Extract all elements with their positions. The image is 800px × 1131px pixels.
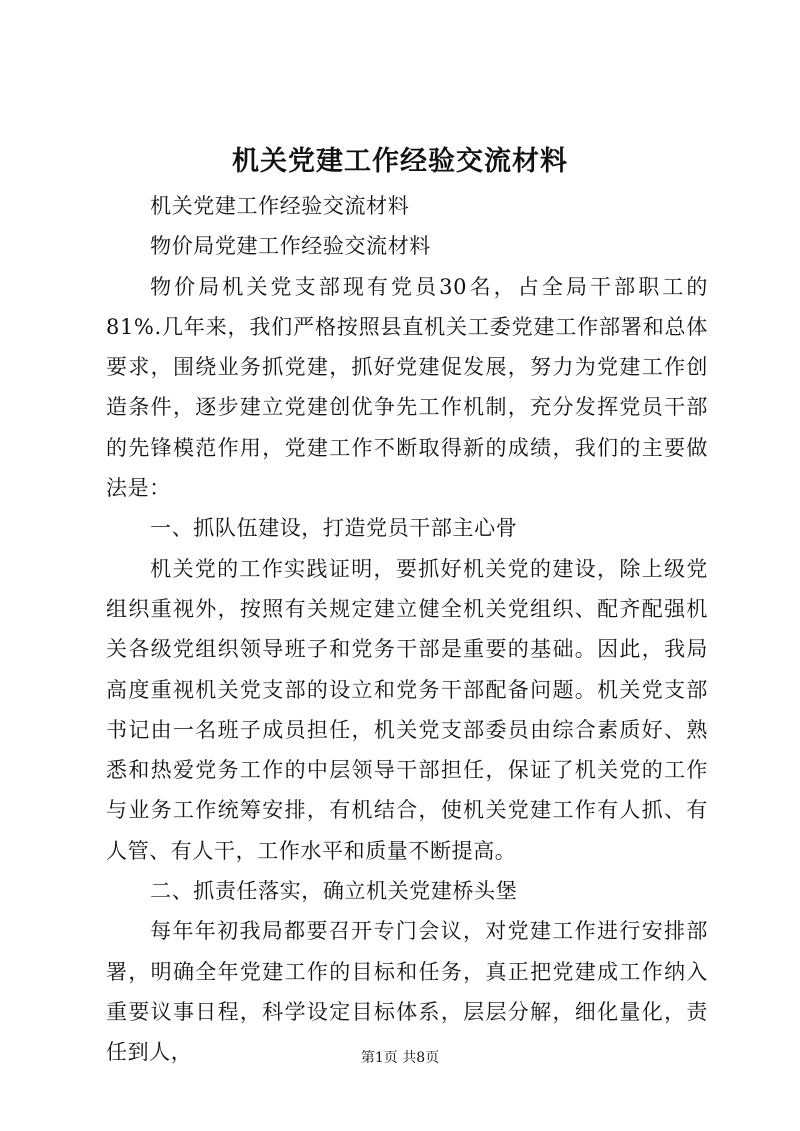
section-heading-2: 二、抓责任落实，确立机关党建桥头堡 xyxy=(150,879,518,904)
page-footer: 第1页 共8页 xyxy=(360,1050,440,1066)
paragraph-heading-repeat: 机关党建工作经验交流材料 xyxy=(150,194,410,218)
paragraph-section-2: 每年年初我局都要召开专门会议，对党建工作进行安排部署，明确全年党建工作的目标和任务，真正把党建成工作纳入重要议事日程，科学设定目标体系，层层分解，细化量化，责任到人， xyxy=(106,919,708,1065)
paragraph-section-1: 机关党的工作实践证明，要抓好机关党的建设，除上级党组织重视外，按照有关规定建立健全机关党组织、配齐配强机关各级党组织领导班子和党务干部是重要的基础。因此，我局高度重视机关党支部的设立和党务干部配备问题。机关党支部书记由一名班子成员担任，机关党支部委员由综合素质好、熟悉和热爱党务工作的中层领导干部担任，保证了机关党的工作与业务工作统筹安排，有机结合，使机关党建工作有人抓、有人管、有人干，工作水平和质量不断提高。 xyxy=(106,556,708,863)
document-title: 机关党建工作经验交流材料 xyxy=(232,146,568,177)
document-body xyxy=(106,186,708,1073)
paragraph-subtitle: 物价局党建工作经验交流材料 xyxy=(150,234,431,259)
section-heading-1: 一、抓队伍建设，打造党员干部主心骨 xyxy=(150,516,518,541)
paragraph-intro: 物价局机关党支部现有党员30名，占全局干部职工的81%.几年来，我们严格按照县直机关工委党建工作部署和总体要求，围绕业务抓党建，抓好党建促发展，努力为党建工作创造条件，逐步建立党建创优争先工作机制，充分发挥党员干部的先锋模范作用，党建工作不断取得新的成绩，我们的主要做法是： xyxy=(106,274,708,501)
